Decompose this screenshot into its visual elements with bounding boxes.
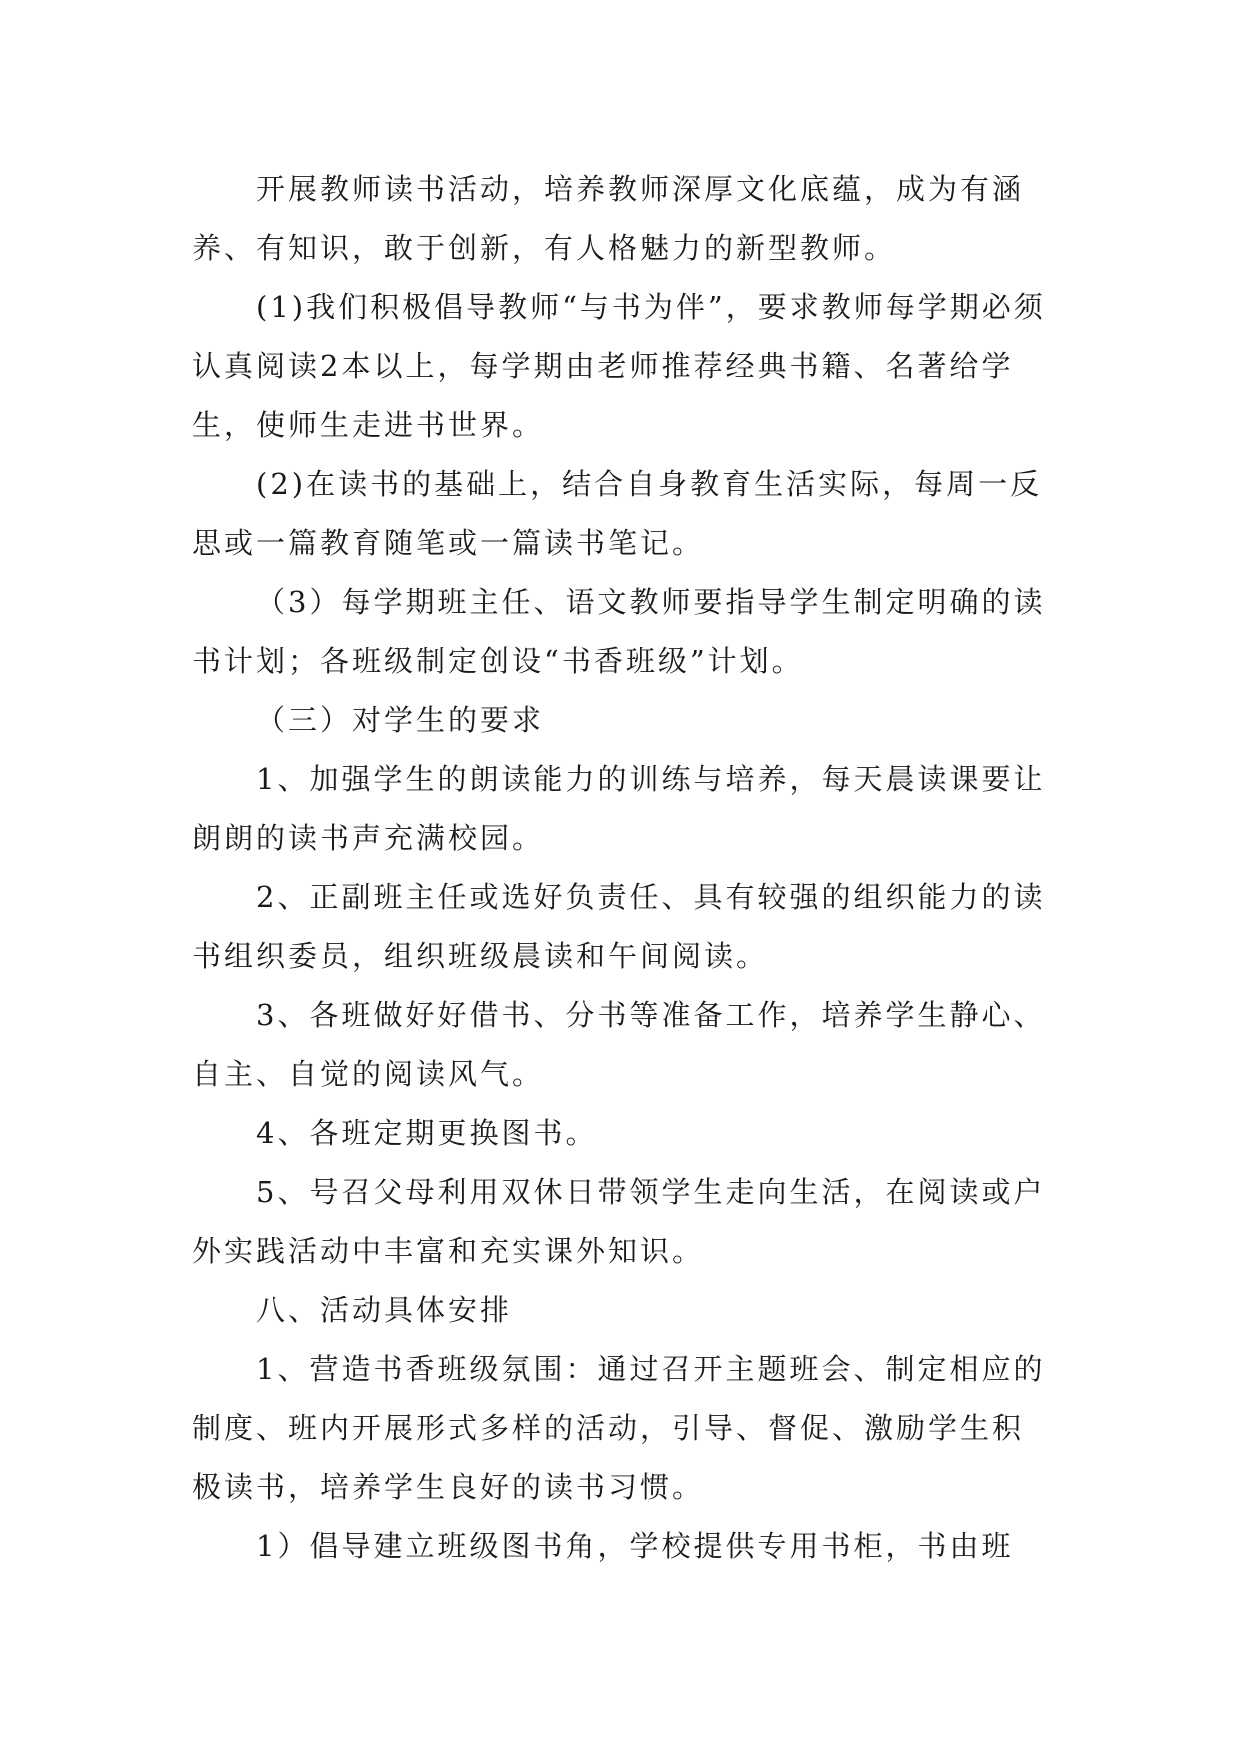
document-body [192,160,1052,1576]
section-heading-activity-schedule: 八、活动具体安排 [256,1293,513,1327]
paragraph-item-2: (2)在读书的基础上，结合自身教育生活实际，每周一反思或一篇教育随笔或一篇读书笔记。 [192,467,1043,560]
paragraph-student-3: 3、各班做好好借书、分书等准备工作，培养学生静心、自主、自觉的阅读风气。 [192,998,1046,1091]
paragraph-item-3: （3）每学期班主任、语文教师要指导学生制定明确的读书计划；各班级制定创设“书香班级”计划。 [192,585,1046,678]
section-heading-student-requirements: （三）对学生的要求 [256,703,545,737]
paragraph-student-2: 2、正副班主任或选好负责任、具有较强的组织能力的读书组织委员，组织班级晨读和午间阅读。 [192,880,1046,973]
paragraph-teacher-reading: 开展教师读书活动，培养教师深厚文化底蕴，成为有涵养、有知识，敢于创新，有人格魅力的新型教师。 [192,172,1025,265]
paragraph-activity-1-sub-1: 1）倡导建立班级图书角，学校提供专用书柜，书由班 [256,1529,1014,1563]
paragraph-activity-1: 1、营造书香班级氛围：通过召开主题班会、制定相应的制度、班内开展形式多样的活动，引导、督促、激励学生积极读书，培养学生良好的读书习惯。 [192,1352,1046,1504]
paragraph-student-1: 1、加强学生的朗读能力的训练与培养，每天晨读课要让朗朗的读书声充满校园。 [192,762,1046,855]
paragraph-student-5: 5、号召父母利用双休日带领学生走向生活，在阅读或户外实践活动中丰富和充实课外知识。 [192,1175,1046,1268]
paragraph-item-1: (1)我们积极倡导教师“与书为伴”，要求教师每学期必须认真阅读2本以上，每学期由老师推荐经典书籍、名著给学生，使师生走进书世界。 [192,290,1046,442]
paragraph-student-4: 4、各班定期更换图书。 [256,1116,598,1150]
